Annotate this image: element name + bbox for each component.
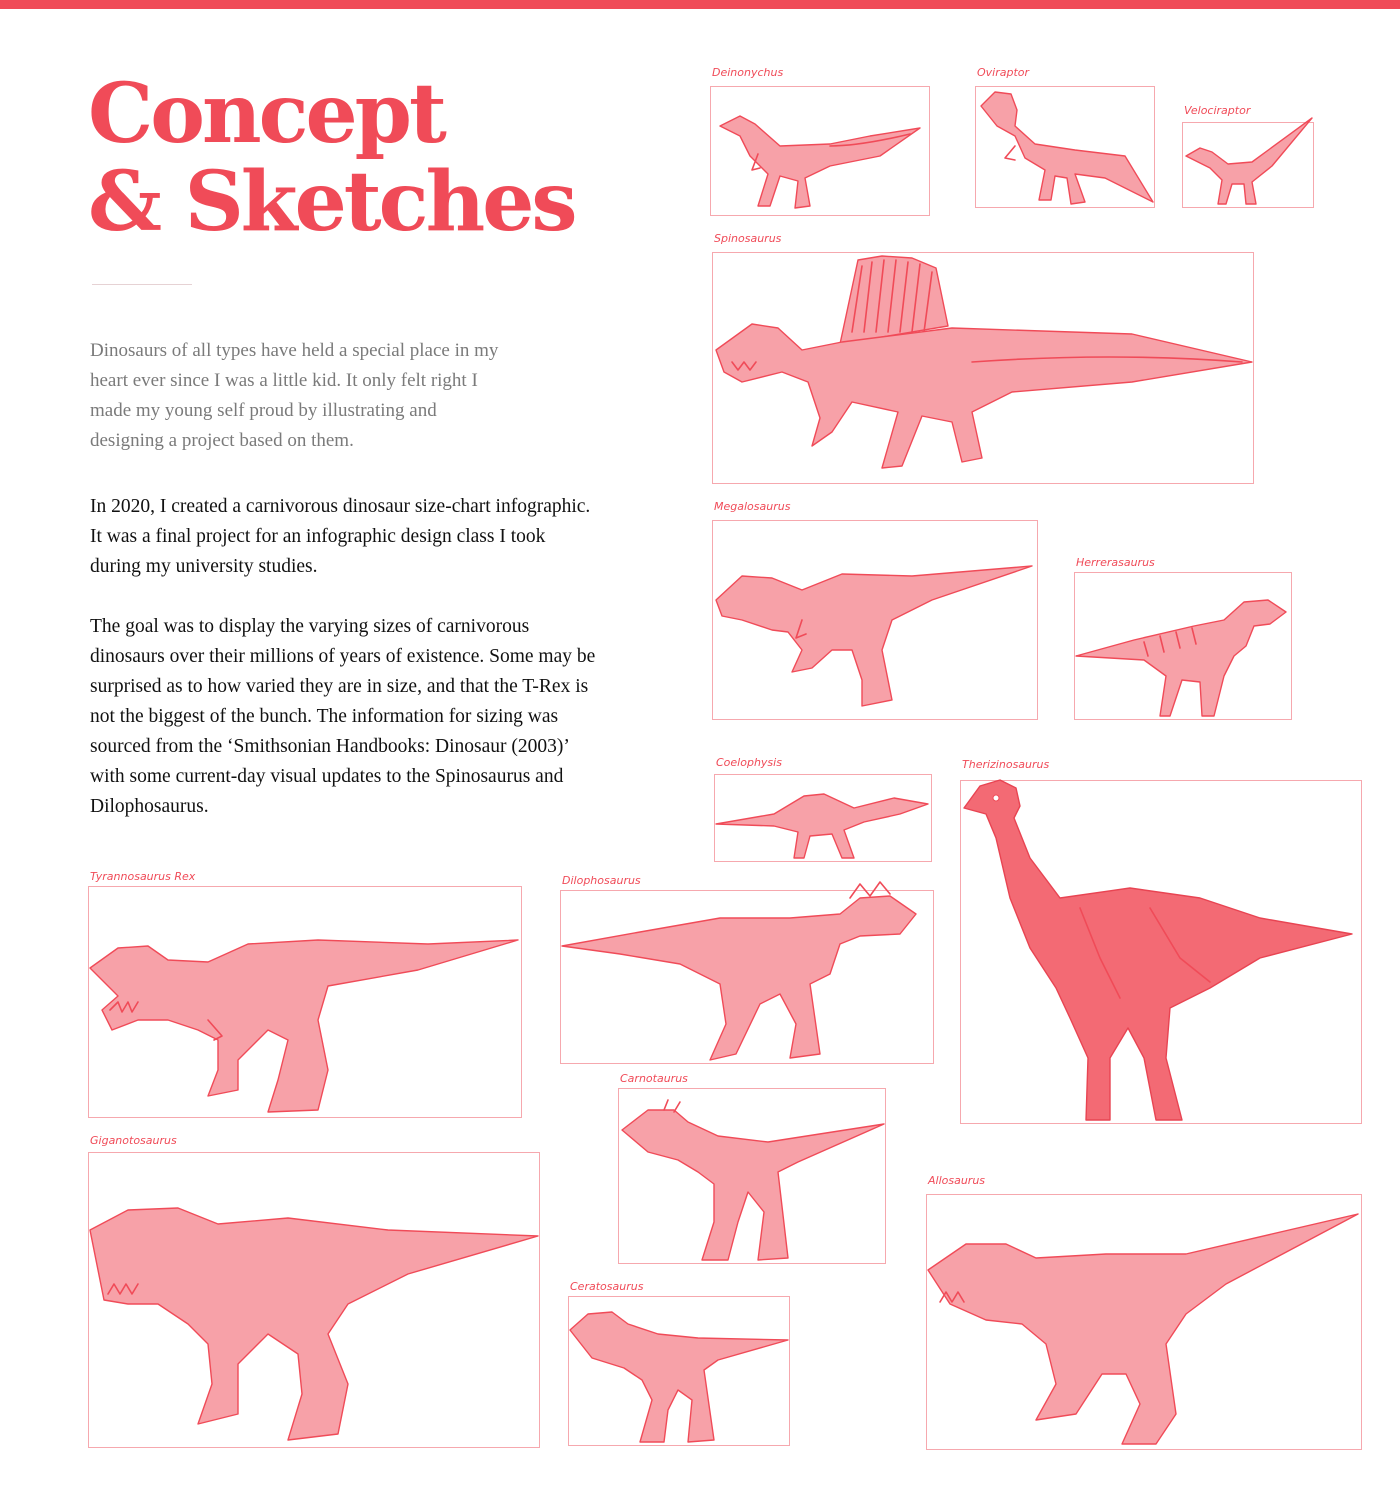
- page-title: [88, 66, 575, 250]
- dilophosaurus-drawing-icon: [560, 874, 934, 1064]
- sketch-label: Coelophysis: [716, 756, 782, 769]
- sketch-label: Allosaurus: [928, 1174, 986, 1187]
- body-paragraph-1: In 2020, I created a carnivorous dinosaur size-chart infographic. It was a final project for an infographic design class I took during my university studies.: [90, 496, 591, 577]
- spinosaurus-drawing-icon: [712, 232, 1254, 484]
- sketch-label: Ceratosaurus: [570, 1280, 644, 1293]
- ceratosaurus-drawing-icon: [568, 1280, 790, 1446]
- body-paragraph-2: The goal was to display the varying sizes of carnivorous dinosaurs over their millions of years of existence. Some may be surprised as to how varied they are in size, and that the T-Rex is not the biggest of the bunch. The information for sizing was sourced from the ‘Smithsonian Handbooks: Dinosaur (2003)’ with some current-day visual updates to the Spinosaurus and Dilophosaurus.: [90, 616, 596, 817]
- velociraptor-drawing-icon: [1182, 104, 1314, 208]
- sketch-coelophysis: [714, 756, 932, 862]
- sketch-label: Oviraptor: [977, 66, 1030, 79]
- title-divider: [92, 284, 192, 285]
- sketch-label: Velociraptor: [1184, 104, 1251, 117]
- sketch-carnotaurus: [618, 1072, 886, 1264]
- sketch-deinonychus: [710, 66, 930, 216]
- megalosaurus-drawing-icon: [712, 500, 1038, 720]
- sketch-therizinosaurus: [960, 758, 1362, 1124]
- tyrannosaurus-drawing-icon: [88, 870, 522, 1118]
- oviraptor-drawing-icon: [975, 66, 1155, 208]
- sketch-label: Deinonychus: [712, 66, 784, 79]
- sketch-tyrannosaurus: [88, 870, 522, 1118]
- sketch-label: Giganotosaurus: [90, 1134, 177, 1147]
- allosaurus-drawing-icon: [926, 1174, 1362, 1450]
- intro-paragraph: Dinosaurs of all types have held a special place in my heart ever since I was a little kid. It only felt right I made my young self proud by illustrating and designing a project based on them.: [90, 340, 499, 451]
- sketch-label: Megalosaurus: [714, 500, 791, 513]
- herrerasaurus-drawing-icon: [1074, 556, 1292, 720]
- carnotaurus-drawing-icon: [618, 1072, 886, 1264]
- sketch-label: Therizinosaurus: [962, 758, 1050, 771]
- sketch-allosaurus: [926, 1174, 1362, 1450]
- sketch-label: Spinosaurus: [714, 232, 782, 245]
- therizinosaurus-drawing-icon: [960, 758, 1362, 1124]
- coelophysis-drawing-icon: [714, 756, 932, 862]
- sketch-label: Dilophosaurus: [562, 874, 641, 887]
- sketch-megalosaurus: [712, 500, 1038, 720]
- sketch-velociraptor: [1182, 104, 1314, 208]
- sketch-ceratosaurus: [568, 1280, 790, 1446]
- title-line-2: & Sketches: [88, 154, 575, 250]
- sketch-spinosaurus: [712, 232, 1254, 484]
- sketch-label: Carnotaurus: [620, 1072, 688, 1085]
- sketch-dilophosaurus: [560, 874, 934, 1064]
- sketch-oviraptor: [975, 66, 1155, 208]
- top-accent-bar: [0, 0, 1400, 9]
- giganotosaurus-drawing-icon: [88, 1134, 540, 1448]
- sketch-herrerasaurus: [1074, 556, 1292, 720]
- deinonychus-drawing-icon: [710, 66, 930, 216]
- sketch-label: Tyrannosaurus Rex: [90, 870, 196, 883]
- sketch-label: Herrerasaurus: [1076, 556, 1155, 569]
- sketch-giganotosaurus: [88, 1134, 540, 1448]
- title-line-1: Concept: [88, 66, 444, 162]
